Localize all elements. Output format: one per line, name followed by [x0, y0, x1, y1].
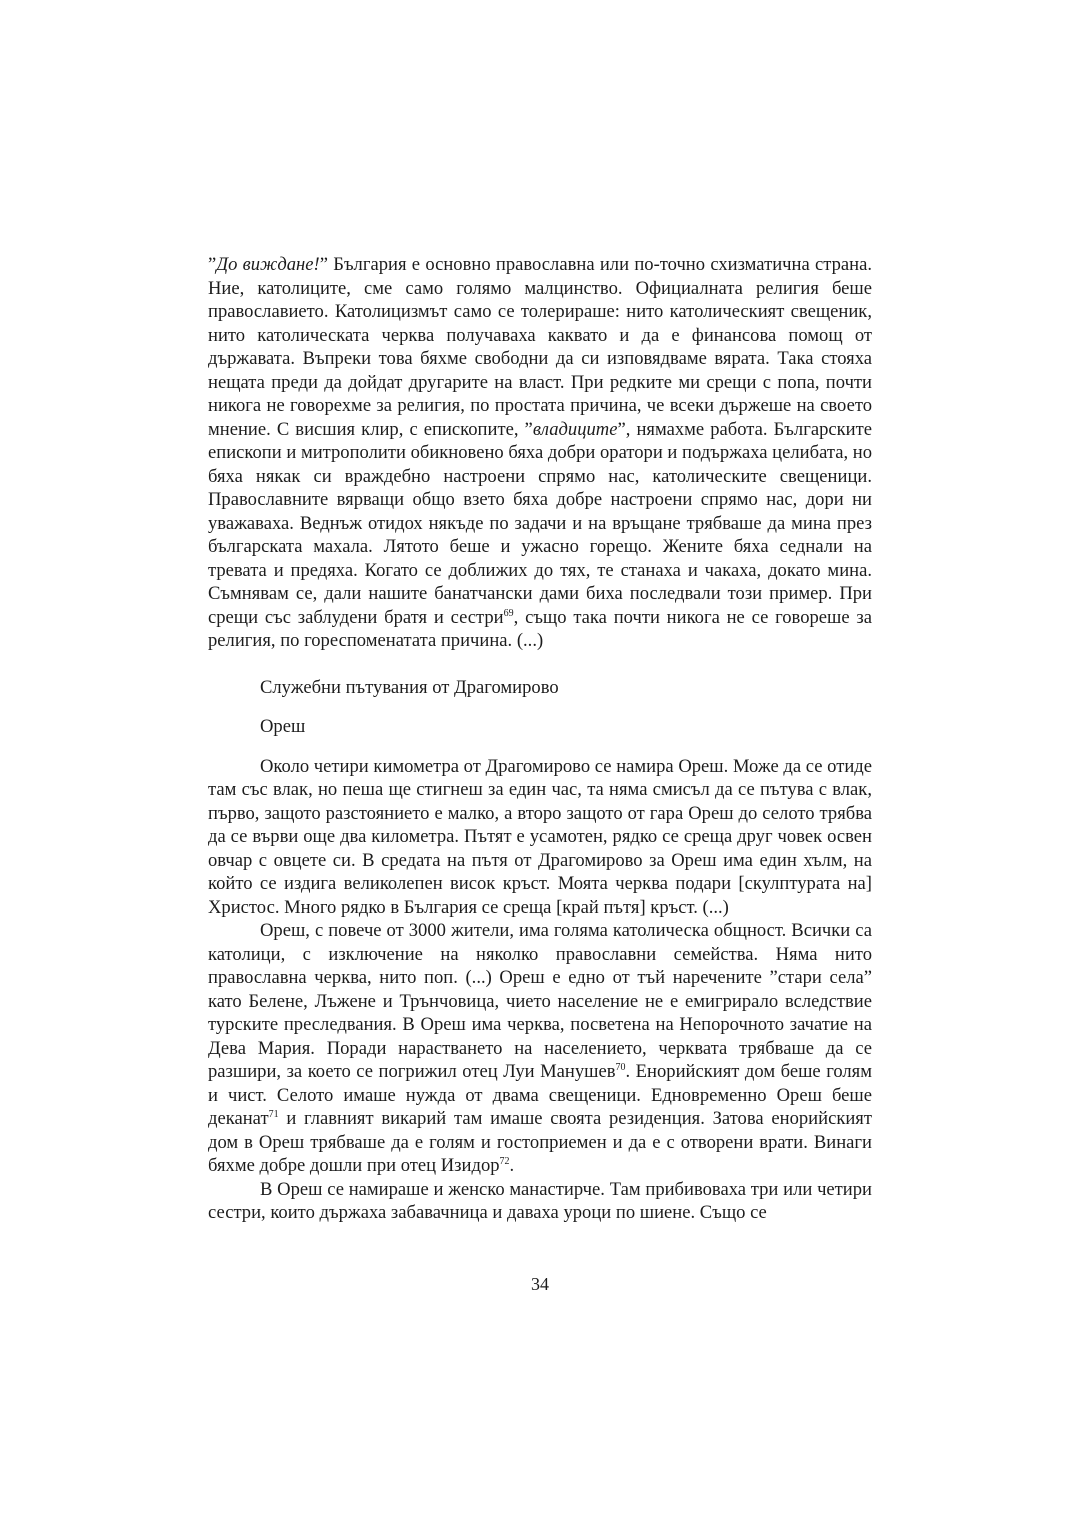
footnote-ref-71[interactable]: 71	[268, 1108, 279, 1120]
body-text	[208, 253, 872, 1225]
quote-open: ”	[208, 254, 217, 275]
paragraph-village-text-2: . Енорийският дом беше голям и чист. Селото имаше нужда от двама свещеници. Едновременно Ореш беше деканат	[208, 1061, 873, 1129]
paragraph-village-text-3: и главният викарий там имаше своята резиденция. Затова енорийският дом в Ореш трябваше да е голям и гостоприемен и да е с отворени врати. Винаги бяхме добре дошли при отец Изидор	[208, 1108, 872, 1176]
paragraph-village-text-1: Ореш, с повече от 3000 жители, има голяма католическа общност. Всички са католици, с изключение на няколко православни семейства. Няма нито православна черква, нито поп. (...) Ореш е едно от тъй наречените ”стари села” като Белене, Лъжене и Трънчовица, чието население не е емигрирало вследствие турските преследвания. В Ореш има черква, посветена на Непорочното зачатие на Дева Мария. Поради нарастването на населението, черквата трябваше да се разшири, за което се погрижил отец Луи Манушев	[208, 920, 872, 1082]
section-heading: Служебни пътувания от Драгомирово	[260, 676, 559, 698]
subsection-heading: Ореш	[260, 716, 306, 737]
paragraph-convent: В Ореш се намираше и женско манастирче. Там прибивоваха три или четири сестри, които държаха забавачница и даваха уроци по шиене. Също се	[208, 1178, 872, 1223]
paragraph-village-text-4: .	[509, 1155, 515, 1176]
paragraph-intro-text-1: България е основно православна или по-точно схизматична страна. Ние, католиците, сме само голямо малцинство. Официалната религия беше православието. Католицизмът само се толерираше: нито католическият свещеник, нито католическата черква получаваха каквато и да е финансова помощ от държавата. Въпреки това бяхме свободни да си изповядваме вярата. Така стояха нещата преди да дойдат другарите на власт. При редките ми срещи с попа, почти никога не говорехме за религия, по простата причина, че всеки държеше на своето мнение. С висшия клир, с епископите, ”	[208, 254, 872, 440]
italic-word: владиците	[532, 418, 618, 440]
paragraph-intro-text-3: , също така почти никога не се говореше за религия, по гореспоменатата причина. (...)	[208, 606, 872, 651]
paragraph-distance: Около четири кимометра от Драгомирово се намира Ореш. Може да се отиде там със влак, но пеша ще стигнеш за един час, та няма смисъл да се пътува с влак, първо, защото разстоянието е малко, а второ защото от гара Ореш до селото трябва да се върви още два километра. Пътят е усамотен, рядко се среща друг човек освен овчар с овцете си. В средата на пътя от Драгомирово за Ореш има един хълм, на който се издига великолепен висок кръст. Моята черква подари [скулптурата на] Христос. Много рядко в България се среща [край пътя] кръст. (...)	[208, 755, 872, 918]
paragraph-village	[208, 919, 872, 1178]
paragraph-intro	[208, 253, 872, 653]
quote-close: ”	[319, 254, 328, 275]
page-number: 34	[531, 1274, 549, 1294]
italic-quote: До виждане!	[216, 254, 320, 275]
footnote-ref-69[interactable]: 69	[503, 607, 514, 619]
footnote-ref-72[interactable]: 72	[499, 1155, 510, 1167]
footnote-ref-70[interactable]: 70	[615, 1061, 626, 1073]
paragraph-intro-text-2: ”, нямахме работа. Българските епископи и митрополити обикновено бяха добри оратори и подържаха целибата, но бяха някак си враждебно настроени спрямо нас, католическите свещеници. Православните вярващи общо взето бяха добре настроени спрямо нас, дори ни уважаваха. Веднъж отидох някъде по задачи и на връщане трябваше да мина през българската махала. Лятото беше и ужасно горещо. Жените бяха седнали на тревата и предяха. Когато се доближих до тях, те станаха и чакаха, докато мина. Съмнявам се, дали нашите банатчански дами биха последвали този пример. При срещи със заблудени братя и сестри	[208, 418, 872, 628]
